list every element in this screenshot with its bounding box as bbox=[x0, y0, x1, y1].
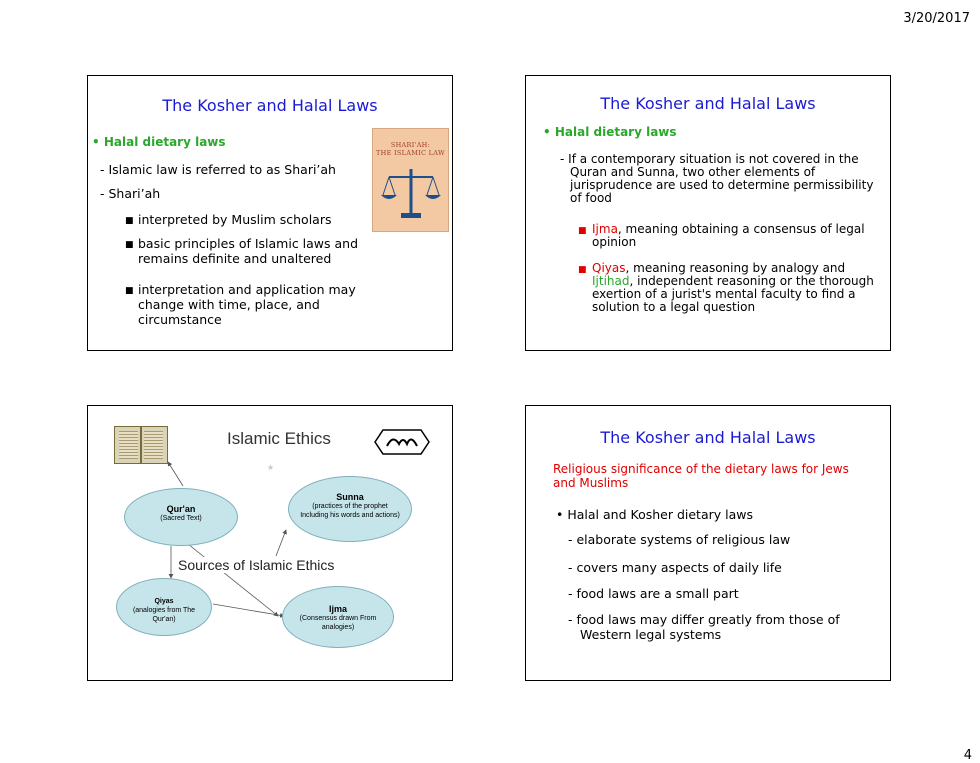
quran-book-icon bbox=[114, 426, 168, 464]
center-label: Sources of Islamic Ethics bbox=[178, 557, 335, 573]
scales-icon bbox=[373, 161, 449, 231]
square-bullet-icon: ■ bbox=[125, 240, 134, 250]
slide-title: The Kosher and Halal Laws bbox=[162, 96, 378, 115]
ellipse-ijma: Ijma (Consensus drawn From analogies) bbox=[282, 586, 394, 648]
slide-2 bbox=[525, 75, 891, 351]
ellipse-sunna: Sunna (practices of the prophet Including his words and actions) bbox=[288, 476, 412, 542]
arrow bbox=[168, 462, 183, 486]
bullet-heading: • Halal dietary laws bbox=[92, 135, 226, 149]
ellipse-qiyas: Qiyas (analogies from The Qur'an) bbox=[116, 578, 212, 636]
crescent-star-icon bbox=[246, 454, 276, 484]
slide-title: The Kosher and Halal Laws bbox=[600, 428, 816, 447]
slide-1 bbox=[87, 75, 453, 351]
slide-4 bbox=[525, 405, 891, 681]
square-bullet-icon: ■ bbox=[578, 265, 587, 275]
list-item-ijma: Ijma, meaning obtaining a consensus of legal opinion bbox=[592, 222, 865, 249]
slide-3 bbox=[87, 405, 453, 681]
list-item: interpretation and application may change with time, place, and circumstance bbox=[138, 282, 356, 327]
book-title: SHARI'AH: THE ISLAMIC LAW bbox=[375, 141, 446, 157]
ellipse-quran: Qur'an (Sacred Text) bbox=[124, 488, 238, 546]
book-cover-image bbox=[372, 128, 449, 232]
list-item-qiyas: Qiyas, meaning reasoning by analogy and Ijtihad, independent reasoning or the thorough exertion of a jurist's mental faculty to find a solution to a legal question bbox=[592, 261, 874, 314]
bullet-heading: • Halal and Kosher dietary laws bbox=[556, 507, 753, 522]
sub-item: - Islamic law is referred to as Shari’ah bbox=[100, 162, 336, 177]
list-item: basic principles of Islamic laws and remains definite and unaltered bbox=[138, 236, 359, 266]
diagram-title: Islamic Ethics bbox=[227, 429, 331, 448]
arrow bbox=[213, 604, 284, 616]
square-bullet-icon: ■ bbox=[578, 226, 587, 236]
list-item: - elaborate systems of religious law bbox=[568, 532, 791, 547]
slide-title: The Kosher and Halal Laws bbox=[600, 94, 816, 113]
sub-item: - If a contemporary situation is not covered in the Quran and Sunna, two other elements of jurisprudence are used to determine permissibility of food bbox=[560, 152, 874, 205]
svg-text:★: ★ bbox=[267, 463, 275, 472]
list-item: - covers many aspects of daily life bbox=[568, 560, 782, 575]
page-number: 4 bbox=[963, 748, 972, 763]
bullet-heading: • Halal dietary laws bbox=[543, 125, 677, 139]
date-header: 3/20/2017 bbox=[903, 11, 970, 26]
square-bullet-icon: ■ bbox=[125, 286, 134, 296]
list-item: - food laws are a small part bbox=[568, 586, 739, 601]
arrow bbox=[276, 530, 286, 556]
slide-subtitle: Religious significance of the dietary laws for Jews and Muslims bbox=[553, 462, 849, 490]
list-item: - food laws may differ greatly from those of Western legal systems bbox=[568, 612, 840, 642]
square-bullet-icon: ■ bbox=[125, 216, 134, 226]
sub-item: - Shari’ah bbox=[100, 186, 161, 201]
quran-calligraphy-icon bbox=[371, 424, 433, 460]
list-item: interpreted by Muslim scholars bbox=[138, 212, 332, 227]
